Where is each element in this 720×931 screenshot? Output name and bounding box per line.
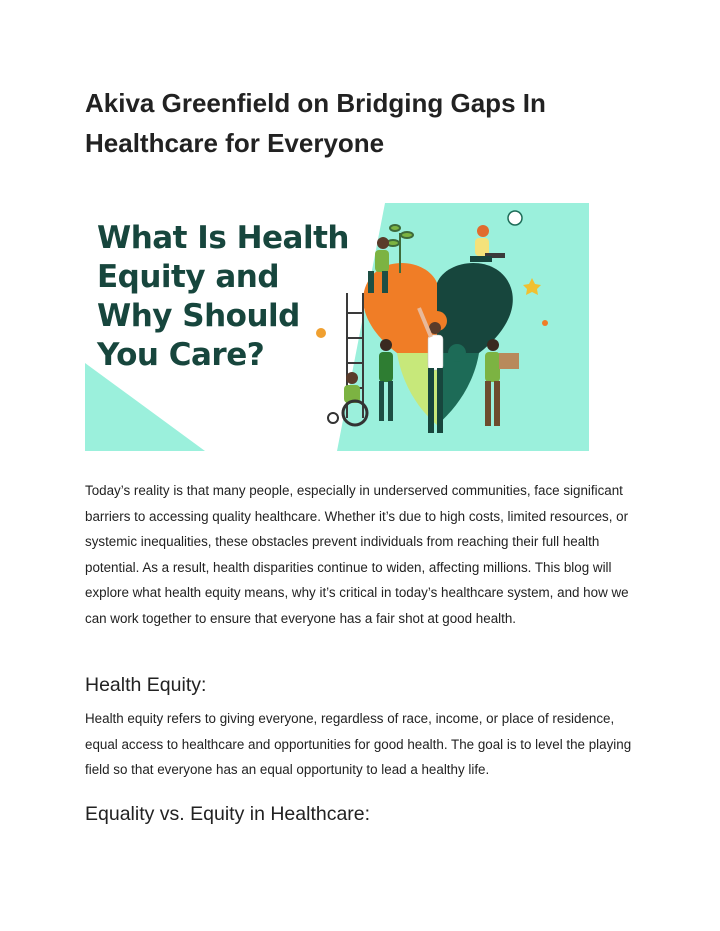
hero-heading bbox=[97, 219, 349, 375]
hero-heading-line: Why Should bbox=[97, 298, 300, 334]
section-heading-equality-vs-equity: Equality vs. Equity in Healthcare: bbox=[85, 803, 371, 825]
health-equity-paragraph: Health equity refers to giving everyone, regardless of race, income, or place of residence, equal access to healthcare and opportunities for good health. The goal is to level the playing field so that everyone has an equal opportunity to lead a healthy life. bbox=[85, 711, 632, 777]
hero-heading-line: What Is Health bbox=[97, 220, 349, 256]
puzzle-knob bbox=[448, 344, 466, 362]
sparkle-icon bbox=[542, 320, 548, 326]
hero-illustration bbox=[85, 203, 589, 451]
mint-corner-triangle bbox=[85, 363, 205, 451]
hero-heading-line: You Care? bbox=[97, 337, 265, 373]
article-title: Akiva Greenfield on Bridging Gaps In Healthcare for Everyone bbox=[85, 88, 546, 158]
chat-bubble-icon bbox=[508, 211, 522, 225]
section-heading-health-equity: Health Equity: bbox=[85, 674, 207, 696]
intro-paragraph: Today’s reality is that many people, especially in underserved communities, face significant barriers to accessing quality healthcare. Whether it’s due to high costs, limited resources, or systemic inequalities, these obstacles prevent individuals from reaching their full health potential. As a result, health disparities continue to widen, affecting millions. This blog will explore what health equity means, why it’s critical in today’s healthcare system, and how we can work together to ensure that everyone has a fair shot at good health. bbox=[85, 483, 629, 626]
hero-heading-line: Equity and bbox=[97, 259, 280, 295]
